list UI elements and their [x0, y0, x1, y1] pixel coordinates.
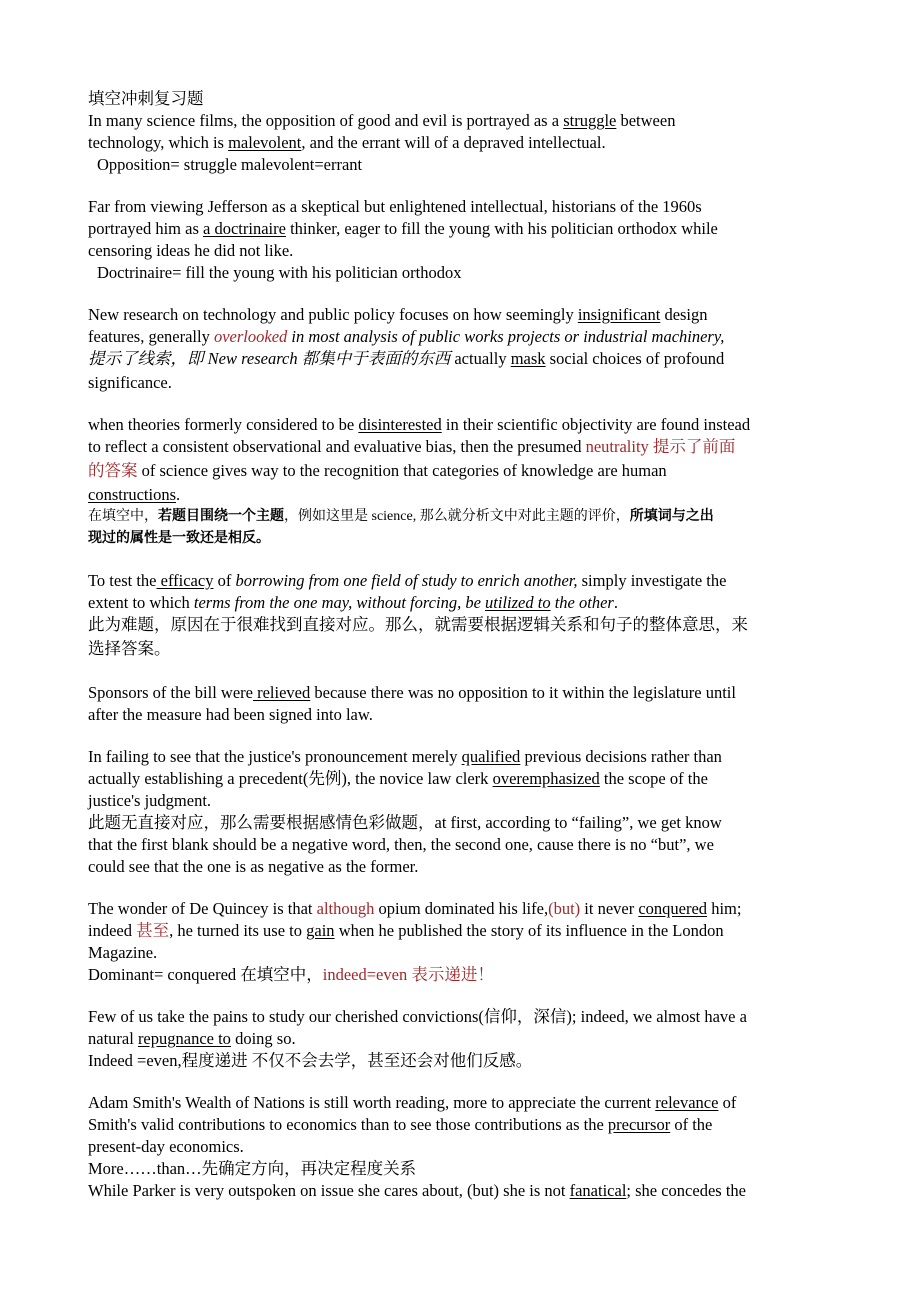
question-1	[88, 110, 838, 176]
question-line: after the measure had been signed into law.	[88, 705, 373, 724]
answer-word: a doctrinaire	[203, 219, 286, 238]
question-line: To test the efficacy of borrowing from one field of study to enrich another, simply investigate the	[88, 571, 727, 590]
annotation-note: could see that the one is as negative as the former.	[88, 857, 419, 876]
question-4	[88, 414, 838, 550]
annotation-note: Indeed =even,程度递进 不仅不会去学，甚至还会对他们反感。	[88, 1051, 533, 1070]
page-title: 填空冲刺复习题	[88, 89, 204, 108]
question-line: censoring ideas he did not like.	[88, 241, 294, 260]
question-8	[88, 898, 838, 986]
annotation-note: 在填空中，若题目围绕一个主题，例如这里是 science, 那么就分析文中对此主题的评价，所填词与之出	[88, 509, 714, 524]
question-line: Sponsors of the bill were relieved because there was no opposition to it within the legislature until	[88, 683, 736, 702]
answer-word: repugnance to	[137, 1029, 231, 1048]
question-9	[88, 1006, 838, 1072]
document-page	[88, 88, 838, 1202]
annotation-note: Opposition= struggle malevolent=errant	[97, 155, 363, 174]
answer-word: struggle	[563, 111, 617, 130]
question-line: 的答案 of science gives way to the recognition that categories of knowledge are human	[88, 461, 667, 480]
question-6	[88, 682, 838, 726]
hint-word: 的答案	[88, 461, 138, 480]
answer-word: conquered	[638, 899, 708, 918]
question-line: present-day economics.	[88, 1137, 244, 1156]
question-line: Few of us take the pains to study our cherished convictions(信仰，深信); indeed, we almost have a	[88, 1007, 747, 1026]
question-line: In failing to see that the justice's pronouncement merely qualified previous decisions rather than	[88, 747, 722, 766]
question-line: 提示了线索，即 New research 都集中于表面的东西 actually mask social choices of profound	[88, 349, 725, 368]
answer-word: efficacy	[156, 571, 214, 590]
question-line: The wonder of De Quincey is that although opium dominated his life,(but) it never conquered him;	[88, 899, 742, 918]
question-11	[88, 1180, 838, 1202]
question-5	[88, 570, 838, 662]
annotation-note: 现过的属性是一致还是相反。	[88, 531, 270, 546]
answer-word: disinterested	[358, 415, 442, 434]
question-line: In many science films, the opposition of good and evil is portrayed as a struggle between	[88, 111, 676, 130]
question-line: significance.	[88, 373, 172, 392]
question-line: Far from viewing Jefferson as a skeptical but enlightened intellectual, historians of the 1960s	[88, 197, 702, 216]
answer-word: overemphasized	[492, 769, 600, 788]
question-7	[88, 746, 838, 878]
question-line: justice's judgment.	[88, 791, 212, 810]
annotation-note: 此为难题，原因在于很难找到直接对应。那么，就需要根据逻辑关系和句子的整体意思，来	[88, 615, 748, 634]
answer-word: gain	[306, 921, 335, 940]
question-line: when theories formerly considered to be disinterested in their scientific objectivity are found instead	[88, 415, 751, 434]
question-line: Magazine.	[88, 943, 158, 962]
answer-word: mask	[510, 349, 546, 368]
answer-word: utilized to	[485, 593, 551, 612]
answer-word: malevolent	[228, 133, 302, 152]
question-line: Adam Smith's Wealth of Nations is still worth reading, more to appreciate the current relevance of	[88, 1093, 737, 1112]
answer-word: constructions	[88, 485, 176, 504]
annotation-note: 此题无直接对应，那么需要根据感情色彩做题，at first, according to “failing”, we get know	[88, 813, 722, 832]
question-line: natural repugnance to doing so.	[88, 1029, 296, 1048]
question-2	[88, 196, 838, 284]
hint-word: although	[316, 899, 375, 918]
question-line: indeed 甚至, he turned its use to gain when he published the story of its influence in the London	[88, 921, 724, 940]
question-3	[88, 304, 838, 394]
answer-word: fanatical	[569, 1181, 627, 1200]
question-line: Smith's valid contributions to economics than to see those contributions as the precursor of the	[88, 1115, 713, 1134]
annotation-inline: 提示了线索，即 New research 都集中于表面的东西	[88, 349, 451, 368]
answer-word: qualified	[461, 747, 521, 766]
hint-word: neutrality 提示了前面	[585, 437, 736, 456]
question-line: actually establishing a precedent(先例), the novice law clerk overemphasized the scope of the	[88, 769, 708, 788]
question-line: constructions.	[88, 485, 181, 504]
answer-word: relieved	[252, 683, 311, 702]
annotation-note: Doctrinaire= fill the young with his politician orthodox	[97, 263, 462, 282]
question-line: While Parker is very outspoken on issue she cares about, (but) she is not fanatical; she concedes the	[88, 1181, 746, 1200]
question-line: features, generally overlooked in most analysis of public works projects or industrial machinery,	[88, 327, 725, 346]
answer-word: precursor	[607, 1115, 671, 1134]
question-line: technology, which is malevolent, and the errant will of a depraved intellectual.	[88, 133, 606, 152]
hint-word: (but)	[548, 899, 581, 918]
hint-word: overlooked	[213, 327, 288, 346]
question-line: to reflect a consistent observational and evaluative bias, then the presumed neutrality 提示了前面	[88, 437, 736, 456]
answer-word: insignificant	[577, 305, 661, 324]
question-line: extent to which terms from the one may, without forcing, be utilized to the other.	[88, 593, 618, 612]
annotation-note: that the first blank should be a negative word, then, the second one, cause there is no “but”, we	[88, 835, 714, 854]
annotation-note: Dominant= conquered 在填空中，indeed=even 表示递进！	[88, 965, 494, 984]
question-line: portrayed him as a doctrinaire thinker, eager to fill the young with his politician orthodox while	[88, 219, 718, 238]
question-line: New research on technology and public policy focuses on how seemingly insignificant design	[88, 305, 708, 324]
answer-word: relevance	[655, 1093, 719, 1112]
hint-word: 甚至	[136, 921, 170, 940]
annotation-note: More……than…先确定方向，再决定程度关系	[88, 1159, 417, 1178]
annotation-note: 选择答案。	[88, 639, 171, 658]
question-10	[88, 1092, 838, 1180]
